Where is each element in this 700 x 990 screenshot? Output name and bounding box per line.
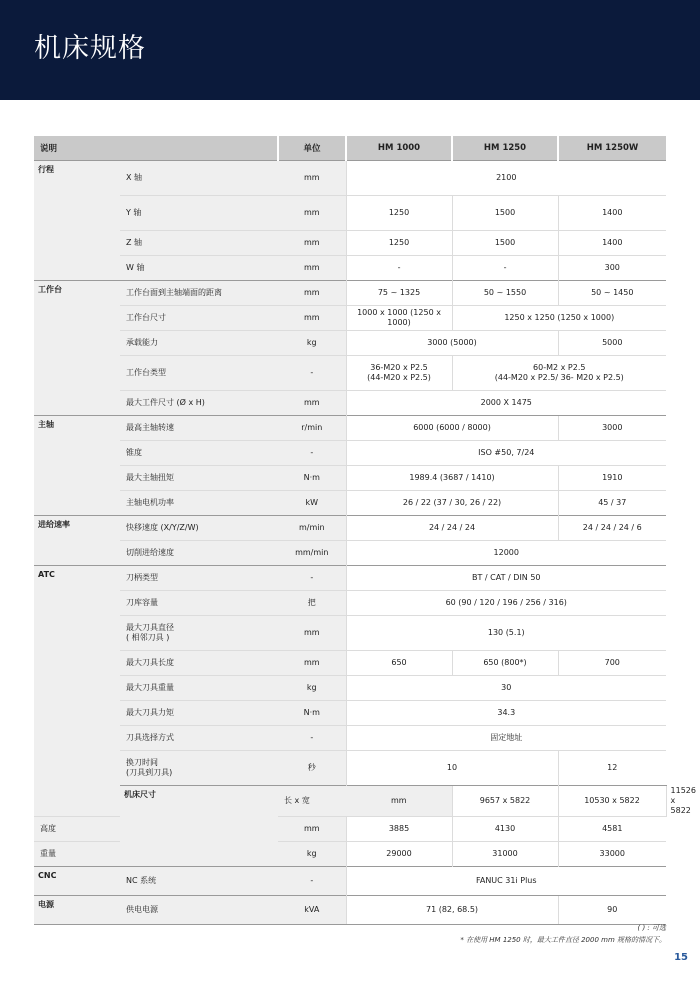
- header-unit: 单位: [278, 136, 346, 161]
- category-travel: 行程: [34, 161, 120, 281]
- row-label: 承载能力: [120, 331, 278, 356]
- table-row: [34, 281, 666, 306]
- row-unit: mm: [278, 196, 346, 231]
- table-row: [34, 566, 666, 591]
- table-row: [34, 196, 666, 231]
- category-worktable: 工作台: [34, 281, 120, 416]
- row-value: 固定地址: [346, 726, 666, 751]
- spec-table: [34, 136, 696, 925]
- row-unit: N·m: [278, 466, 346, 491]
- row-label: Y 轴: [120, 196, 278, 231]
- row-unit: mm: [278, 161, 346, 196]
- row-value: 50 ~ 1450: [558, 281, 666, 306]
- row-value: 1250: [346, 231, 452, 256]
- row-value: 29000: [346, 841, 452, 866]
- row-value: 1910: [558, 466, 666, 491]
- row-label: 锥度: [120, 441, 278, 466]
- table-row: [34, 751, 666, 786]
- row-value: 12: [558, 751, 666, 786]
- row-label: 快移速度 (X/Y/Z/W): [120, 516, 278, 541]
- row-value: -: [452, 256, 558, 281]
- row-value: 650 (800*): [452, 651, 558, 676]
- row-value: 71 (82, 68.5): [346, 895, 558, 924]
- table-row: [34, 356, 666, 391]
- row-label: X 轴: [120, 161, 278, 196]
- row-label: Z 轴: [120, 231, 278, 256]
- row-value: 4581: [558, 816, 666, 841]
- table-row: [34, 416, 666, 441]
- row-unit: 把: [278, 591, 346, 616]
- table-row: [34, 391, 666, 416]
- row-value: 4130: [452, 816, 558, 841]
- label-line: 最大刀具直径: [126, 623, 174, 632]
- row-value: FANUC 31i Plus: [346, 866, 666, 895]
- row-value: 33000: [558, 841, 666, 866]
- row-value: 1250: [346, 196, 452, 231]
- footnotes: [460, 922, 666, 946]
- table-row: [34, 895, 666, 924]
- row-unit: mm: [278, 231, 346, 256]
- row-value: 1250 x 1250 (1250 x 1000): [452, 306, 666, 331]
- row-label: 最大刀具力矩: [120, 701, 278, 726]
- row-unit: mm: [278, 651, 346, 676]
- table-header-row: [34, 136, 666, 161]
- row-label: 最高主轴转速: [120, 416, 278, 441]
- row-label: 最大刀具长度: [120, 651, 278, 676]
- row-value: 10530 x 5822: [558, 786, 666, 817]
- header-hm1250: HM 1250: [452, 136, 558, 161]
- table-row: [34, 651, 666, 676]
- row-unit: N·m: [278, 701, 346, 726]
- table-row: [34, 466, 666, 491]
- row-value: 24 / 24 / 24: [346, 516, 558, 541]
- row-label: 长 x 宽: [278, 786, 346, 817]
- table-row: [34, 726, 666, 751]
- row-unit: mm: [346, 786, 452, 817]
- row-value: 650: [346, 651, 452, 676]
- page-number: 15: [674, 952, 688, 963]
- table-row: [34, 231, 666, 256]
- table-row: [34, 161, 666, 196]
- row-value: 60 (90 / 120 / 196 / 256 / 316): [346, 591, 666, 616]
- row-label: [120, 616, 278, 651]
- table-row: [34, 516, 666, 541]
- row-value: [452, 356, 666, 391]
- table-row: [34, 331, 666, 356]
- row-unit: kg: [278, 331, 346, 356]
- row-label: 供电电源: [120, 895, 278, 924]
- row-value: 45 / 37: [558, 491, 666, 516]
- category-cnc: CNC: [34, 866, 120, 895]
- table-row: [34, 676, 666, 701]
- row-value: ISO #50, 7/24: [346, 441, 666, 466]
- row-value: 1400: [558, 196, 666, 231]
- row-value: 90: [558, 895, 666, 924]
- table-row: [34, 541, 666, 566]
- footnote-asterisk: * 在使用 HM 1250 时，最大工件直径 2000 mm 规格的情况下。: [460, 936, 666, 944]
- row-label: 工作台尺寸: [120, 306, 278, 331]
- row-value: 3885: [346, 816, 452, 841]
- row-value: 1400: [558, 231, 666, 256]
- row-value: 1989.4 (3687 / 1410): [346, 466, 558, 491]
- row-unit: mm: [278, 306, 346, 331]
- row-unit: kg: [278, 841, 346, 866]
- row-unit: -: [278, 726, 346, 751]
- row-value: 300: [558, 256, 666, 281]
- row-unit: -: [278, 441, 346, 466]
- table-row: [34, 591, 666, 616]
- row-label: [120, 751, 278, 786]
- value-line: 60-M2 x P2.5: [533, 363, 586, 372]
- label-line: ( 相邻刀具 ): [126, 633, 170, 642]
- row-unit: mm: [278, 816, 346, 841]
- table-row: [34, 701, 666, 726]
- row-value: 26 / 22 (37 / 30, 26 / 22): [346, 491, 558, 516]
- table-row: [34, 616, 666, 651]
- category-machine-dimensions: 机床尺寸: [120, 786, 278, 867]
- row-value: 3000 (5000): [346, 331, 558, 356]
- row-value: BT / CAT / DIN 50: [346, 566, 666, 591]
- header-hm1250w: HM 1250W: [558, 136, 666, 161]
- category-spindle: 主轴: [34, 416, 120, 516]
- row-value: 1000 x 1000 (1250 x 1000): [346, 306, 452, 331]
- row-label: 工作台面到主轴端面的距离: [120, 281, 278, 306]
- row-unit: r/min: [278, 416, 346, 441]
- row-value: 30: [346, 676, 666, 701]
- row-label: 刀具选择方式: [120, 726, 278, 751]
- row-value: [346, 356, 452, 391]
- row-label: 刀库容量: [120, 591, 278, 616]
- label-line: (刀具到刀具): [126, 768, 173, 777]
- row-label: 重量: [34, 841, 120, 866]
- row-unit: mm: [278, 391, 346, 416]
- table-row: [34, 866, 666, 895]
- page-title: 机床规格: [34, 33, 146, 64]
- row-unit: mm: [278, 616, 346, 651]
- row-value: 3000: [558, 416, 666, 441]
- table-row: [34, 441, 666, 466]
- row-unit: -: [278, 866, 346, 895]
- header-description: 说明: [34, 136, 278, 161]
- row-value: 31000: [452, 841, 558, 866]
- row-label: 最大工件尺寸 (Ø x H): [120, 391, 278, 416]
- category-feed-rate: 进给速率: [34, 516, 120, 566]
- row-label: 最大刀具重量: [120, 676, 278, 701]
- row-label: 工作台类型: [120, 356, 278, 391]
- table-row: 机床尺寸 长 x 宽 mm 9657 x 5822 10530 x 5822 11526 x 5822: [34, 786, 666, 817]
- row-unit: -: [278, 566, 346, 591]
- row-label: 最大主轴扭矩: [120, 466, 278, 491]
- row-value: -: [346, 256, 452, 281]
- category-atc: ATC: [34, 566, 120, 817]
- value-line: (44-M20 x P2.5): [367, 373, 431, 382]
- row-value: 75 ~ 1325: [346, 281, 452, 306]
- category-power: 电源: [34, 895, 120, 924]
- table-row: [34, 306, 666, 331]
- row-label: 高度: [34, 816, 120, 841]
- row-label: 主轴电机功率: [120, 491, 278, 516]
- value-line: (44-M20 x P2.5/ 36- M20 x P2.5): [494, 373, 624, 382]
- row-unit: -: [278, 356, 346, 391]
- row-unit: mm: [278, 256, 346, 281]
- row-unit: kg: [278, 676, 346, 701]
- header-hm1000: HM 1000: [346, 136, 452, 161]
- row-value: 10: [346, 751, 558, 786]
- table-row: [34, 256, 666, 281]
- row-value: 12000: [346, 541, 666, 566]
- row-value: 700: [558, 651, 666, 676]
- label-line: 换刀时间: [126, 758, 158, 767]
- row-value: 1500: [452, 196, 558, 231]
- row-value: 1500: [452, 231, 558, 256]
- row-value: 130 (5.1): [346, 616, 666, 651]
- row-label: W 轴: [120, 256, 278, 281]
- title-banner: [0, 0, 700, 100]
- row-value: 2100: [346, 161, 666, 196]
- row-value: 5000: [558, 331, 666, 356]
- footnote-optional: ( ) : 可选: [637, 924, 666, 932]
- row-value: 2000 X 1475: [346, 391, 666, 416]
- row-value: 34.3: [346, 701, 666, 726]
- row-value: 9657 x 5822: [452, 786, 558, 817]
- row-label: 切削进给速度: [120, 541, 278, 566]
- row-unit: mm/min: [278, 541, 346, 566]
- table-row: [34, 491, 666, 516]
- row-unit: kW: [278, 491, 346, 516]
- row-label: NC 系统: [120, 866, 278, 895]
- row-unit: 秒: [278, 751, 346, 786]
- row-value: 24 / 24 / 24 / 6: [558, 516, 666, 541]
- value-line: 36-M20 x P2.5: [370, 363, 428, 372]
- row-value: 6000 (6000 / 8000): [346, 416, 558, 441]
- row-label: 刀柄类型: [120, 566, 278, 591]
- row-unit: mm: [278, 281, 346, 306]
- row-value: 50 ~ 1550: [452, 281, 558, 306]
- row-unit: m/min: [278, 516, 346, 541]
- row-unit: kVA: [278, 895, 346, 924]
